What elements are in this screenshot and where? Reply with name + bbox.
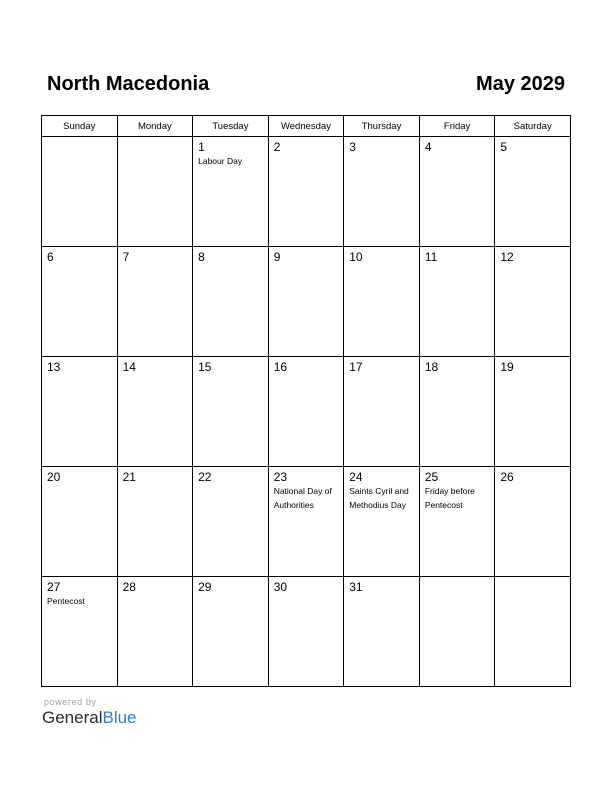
day-number: 27: [47, 580, 61, 594]
holiday-label: Friday before Pentecost: [424, 486, 475, 510]
generalblue-logo: [42, 708, 137, 728]
holiday-label: National Day of Authorities: [273, 486, 332, 510]
weekday-header: Tuesday: [193, 116, 269, 137]
calendar-grid: [41, 115, 571, 687]
day-cell: [42, 357, 118, 467]
day-number: 10: [349, 250, 363, 264]
day-number: 8: [198, 250, 205, 264]
holiday-label: Labour Day: [198, 156, 243, 166]
day-number: 6: [47, 250, 54, 264]
day-cell: [268, 467, 344, 577]
day-cell: [495, 137, 571, 247]
day-cell: [344, 247, 420, 357]
day-cell: [42, 577, 118, 687]
day-number: 5: [500, 140, 508, 154]
day-number: 9: [273, 250, 281, 264]
day-cell: [117, 357, 193, 467]
day-cell: [344, 467, 420, 577]
day-cell: [117, 137, 193, 247]
day-number: 7: [122, 250, 130, 264]
day-number: 18: [424, 360, 439, 374]
day-number: 19: [500, 360, 514, 374]
day-number: 11: [424, 250, 438, 264]
day-number: 2: [273, 140, 281, 154]
calendar-week-row: [42, 247, 571, 357]
day-number: 3: [349, 140, 356, 154]
powered-by-text: powered by: [44, 697, 97, 707]
calendar-week-row: [42, 137, 571, 247]
day-cell: [117, 577, 193, 687]
weekday-header: Sunday: [42, 116, 118, 137]
holiday-label: Pentecost: [47, 596, 85, 606]
day-cell: [495, 247, 571, 357]
day-cell: [193, 247, 269, 357]
day-number: 23: [273, 470, 288, 484]
day-number: 13: [47, 360, 61, 374]
day-cell: [42, 467, 118, 577]
day-number: 4: [424, 140, 432, 154]
day-number: 1: [198, 140, 205, 154]
day-number: 29: [198, 580, 212, 594]
day-cell: [495, 357, 571, 467]
day-number: 31: [349, 580, 363, 594]
day-number: 20: [47, 470, 61, 484]
day-cell: [42, 247, 118, 357]
day-number: 30: [273, 580, 288, 594]
day-cell: [117, 467, 193, 577]
day-cell: [495, 577, 571, 687]
day-cell: [419, 577, 495, 687]
day-cell: [268, 247, 344, 357]
calendar-week-row: [42, 357, 571, 467]
calendar-country-title: North Macedonia: [47, 73, 210, 95]
day-cell: [268, 577, 344, 687]
logo-text-general: General: [42, 708, 103, 727]
day-number: 12: [500, 250, 514, 264]
day-number: 26: [500, 470, 514, 484]
day-number: 22: [198, 470, 212, 484]
day-number: 17: [349, 360, 363, 374]
day-cell: [495, 467, 571, 577]
calendar-month-title: May 2029: [476, 73, 565, 95]
day-cell: [419, 247, 495, 357]
day-cell: [419, 357, 495, 467]
day-cell: [42, 137, 118, 247]
day-number: 15: [198, 360, 212, 374]
weekday-header-row: [42, 116, 571, 137]
day-number: 21: [122, 470, 136, 484]
day-number: 16: [273, 360, 288, 374]
day-number: 14: [122, 360, 136, 374]
day-cell: [344, 357, 420, 467]
holiday-label: Saints Cyril and Methodius Day: [349, 486, 409, 510]
day-cell: [193, 467, 269, 577]
weekday-header: Saturday: [495, 116, 571, 137]
day-cell: [419, 467, 495, 577]
day-cell: [344, 577, 420, 687]
weekday-header: Thursday: [344, 116, 420, 137]
logo-text-blue: Blue: [102, 708, 137, 727]
day-number: 25: [424, 470, 439, 484]
weekday-header: Friday: [419, 116, 495, 137]
day-cell: [193, 137, 269, 247]
day-cell: [268, 357, 344, 467]
day-cell: [344, 137, 420, 247]
calendar-week-row: [42, 577, 571, 687]
day-cell: [193, 357, 269, 467]
weekday-header: Wednesday: [268, 116, 344, 137]
day-number: 28: [122, 580, 136, 594]
weekday-header: Monday: [117, 116, 193, 137]
day-cell: [419, 137, 495, 247]
calendar-week-row: [42, 467, 571, 577]
day-number: 24: [349, 470, 363, 484]
day-cell: [268, 137, 344, 247]
day-cell: [117, 247, 193, 357]
day-cell: [193, 577, 269, 687]
